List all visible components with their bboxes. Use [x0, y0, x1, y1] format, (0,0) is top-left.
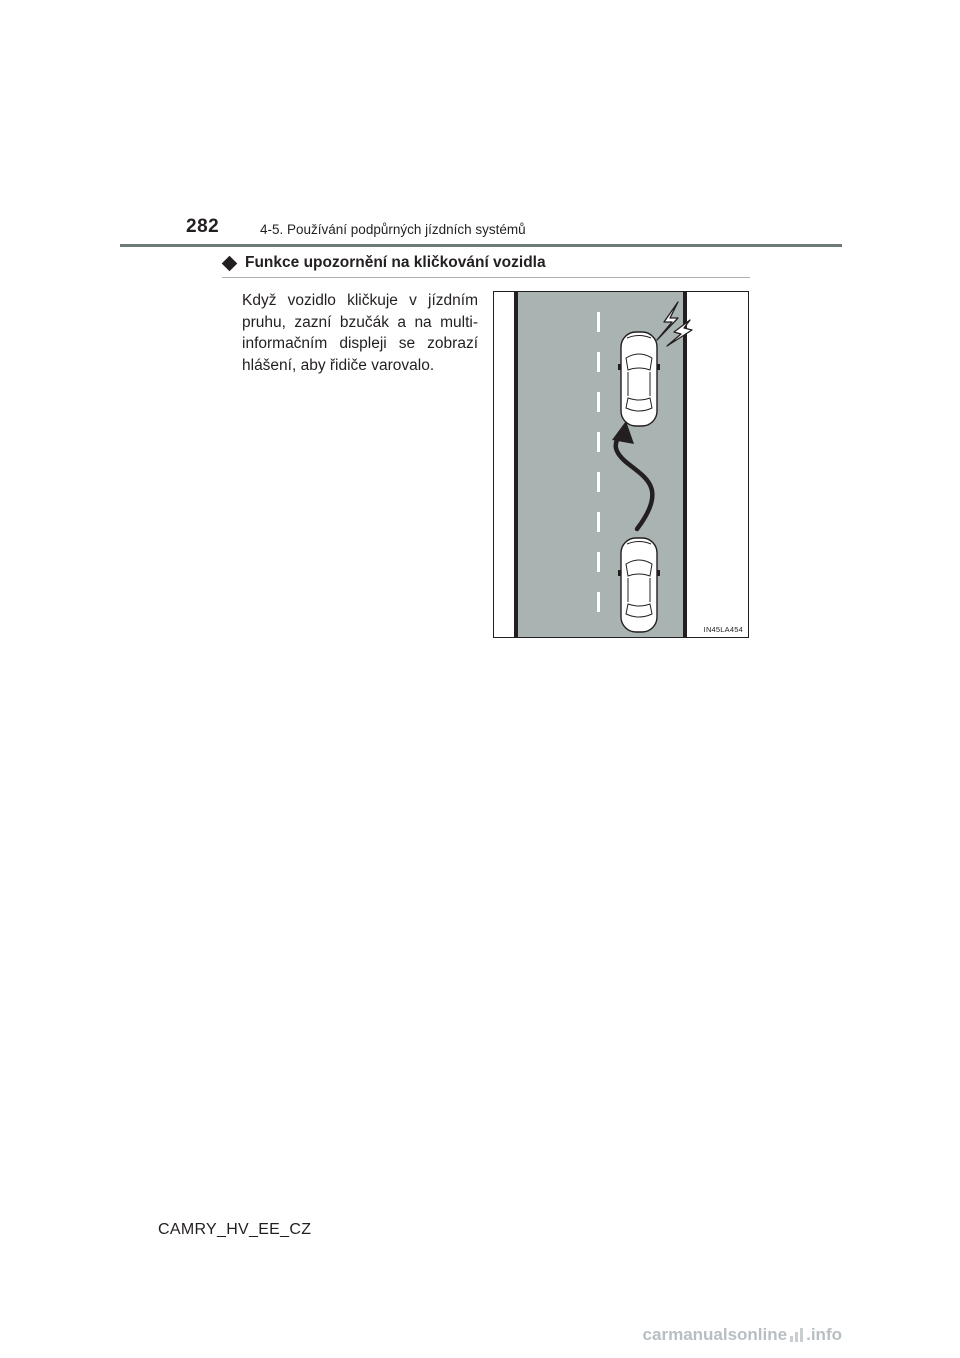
- subsection-title: Funkce upozornění na kličkování vozidla: [245, 254, 546, 271]
- road-surface: [518, 292, 685, 637]
- watermark-bars-icon: [790, 1328, 803, 1342]
- subsection-heading: [222, 254, 546, 272]
- diamond-icon: [222, 255, 238, 271]
- figure-code: IN45LA454: [703, 625, 743, 634]
- road-edge-left: [514, 292, 518, 637]
- lane-diagram: [494, 292, 748, 637]
- car-icon: [618, 538, 660, 632]
- header-rule: [120, 244, 842, 247]
- section-title: 4-5. Používání podpůrných jízdních systémů: [260, 222, 526, 237]
- watermark-suffix: .info: [806, 1325, 842, 1344]
- subsection-rule: [222, 277, 750, 278]
- road-edge-right: [683, 292, 687, 637]
- footer-model-code: CAMRY_HV_EE_CZ: [158, 1221, 312, 1238]
- page-number: 282: [186, 216, 220, 237]
- figure-illustration: [493, 291, 749, 638]
- watermark: [643, 1325, 842, 1345]
- car-icon: [618, 332, 660, 426]
- watermark-text: carmanualsonline: [642, 1325, 788, 1344]
- body-paragraph: Když vozidlo kličkuje v jízdním pruhu, zazní bzučák a na multi-informačním displeji se zobrazí hlášení, aby řidiče varovalo.: [242, 292, 478, 374]
